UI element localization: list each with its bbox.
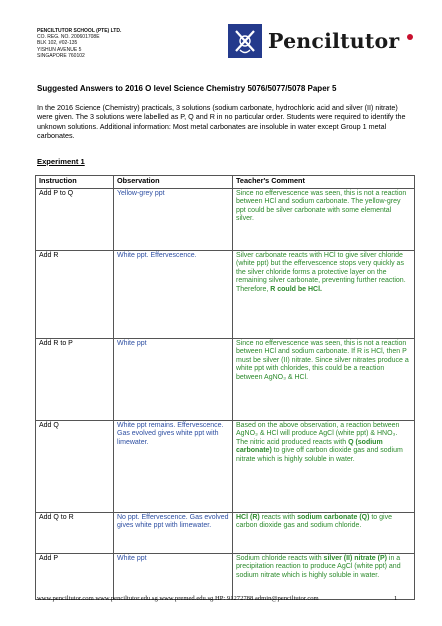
comment-text: Sodium chloride reacts with xyxy=(236,554,324,562)
table-row xyxy=(36,512,415,553)
observation-cell: Yellow-grey ppt xyxy=(114,188,233,250)
comment-text: reacts with xyxy=(259,513,298,521)
comment-cell xyxy=(233,553,415,599)
table-row xyxy=(36,420,415,512)
intro-paragraph: In the 2016 Science (Chemistry) practicals, 3 solutions (sodium carbonate, hydrochloric acid and silver (II) nitrate) were given. The 3 solutions were labelled as P, Q and R in no particular order. Students were required to identify the unknown solutions. Additional information: Most metal carbonates are insoluble in water except Group 1 metal carbonates. xyxy=(37,103,406,141)
comment-cell xyxy=(233,250,415,338)
experiment-heading: Experiment 1 xyxy=(37,157,85,166)
comment-cell xyxy=(233,512,415,553)
comment-text: to give off carbon dioxide gas and sodium nitrate which is highly soluble in water. xyxy=(236,447,403,463)
comment-emphasis: silver (II) nitrate (P) xyxy=(323,554,387,562)
table-row xyxy=(36,188,415,250)
logo-emblem-icon xyxy=(228,24,262,58)
address-line-2: YISHUN AVENUE 5 xyxy=(37,46,82,53)
comment-emphasis: sodium carbonate (Q) xyxy=(297,513,370,521)
comment-text: Silver carbonate reacts with HCl to give silver chloride (white ppt) but the effervescence stops very quickly as the silver chloride forms a protective layer on the remaining silver carbonate, preventing further reaction. Therefore, xyxy=(236,251,406,293)
comment-text: Based on the above observation, a reaction between AgNO₃ & HCl will produce AgCl (white ppt) & HNO₃. The nitric acid produced reacts with xyxy=(236,421,400,446)
comment-text: in a precipitation reaction to produce AgCl (white ppt) and sodium nitrate which is highly soluble in water. xyxy=(236,554,401,579)
observation-cell: White ppt xyxy=(114,338,233,420)
observation-cell: No ppt. Effervescence. Gas evolved gives white ppt with limewater. xyxy=(114,512,233,553)
table-row xyxy=(36,250,415,338)
instruction-cell: Add R xyxy=(36,250,114,338)
instruction-cell: Add P xyxy=(36,553,114,599)
footer-contacts: www.penciltutor.com www.penciltutor.edu.sg www.premed.edu.sg HP: 91272788 admin@penciltutor.com xyxy=(37,595,319,602)
page-number: 1 xyxy=(394,595,398,602)
table-row xyxy=(36,553,415,599)
column-header-instruction: Instruction xyxy=(36,176,114,189)
document-title: Suggested Answers to 2016 O level Science Chemistry 5076/5077/5078 Paper 5 xyxy=(37,84,337,93)
comment-cell xyxy=(233,188,415,250)
table-header-row xyxy=(36,176,415,189)
school-name: PENCILTUTOR SCHOOL (PTE) LTD. xyxy=(37,28,122,34)
table-row xyxy=(36,338,415,420)
company-reg-no: CO. REG. NO. 200601708E xyxy=(37,34,100,41)
instruction-cell: Add R to P xyxy=(36,338,114,420)
comment-text: to give carbon dioxide gas and sodium chloride. xyxy=(236,513,392,529)
page-footer xyxy=(37,595,398,602)
registered-mark-icon xyxy=(407,34,413,40)
penciltutor-logo xyxy=(228,24,416,64)
observation-cell: White ppt. Effervescence. xyxy=(114,250,233,338)
comment-text: Since no effervescence was seen, this is not a reaction between HCl and sodium carbonate. If R is HCl, then P must be silver (II) nitrate. Since silver nitrates produce a white ppt with chlorides, this could be a reaction between AgNO₃ & HCl. xyxy=(236,339,409,381)
instruction-cell: Add P to Q xyxy=(36,188,114,250)
comment-emphasis: HCl (R) xyxy=(236,513,260,521)
address-line-1: BLK 102, #02-135 xyxy=(37,40,78,47)
comment-cell xyxy=(233,338,415,420)
school-address xyxy=(37,28,121,59)
logo-wordmark: Penciltutor xyxy=(268,29,400,53)
table-body xyxy=(36,188,415,599)
column-header-observation: Observation xyxy=(114,176,233,189)
column-header-comment: Teacher's Comment xyxy=(233,176,415,189)
comment-emphasis: Q (sodium carbonate) xyxy=(236,438,383,454)
results-table xyxy=(35,175,415,600)
instruction-cell: Add Q to R xyxy=(36,512,114,553)
comment-emphasis: R could be HCl. xyxy=(270,285,322,293)
observation-cell: White ppt remains. Effervescence. Gas evolved gives white ppt with limewater. xyxy=(114,420,233,512)
comment-cell xyxy=(233,420,415,512)
address-line-3: SINGAPORE 760102 xyxy=(37,52,85,59)
instruction-cell: Add Q xyxy=(36,420,114,512)
observation-cell: White ppt xyxy=(114,553,233,599)
comment-text: Since no effervescence was seen, this is not a reaction between HCl and sodium carbonate. The yellow-grey ppt could be silver carbonate with some elemental silver. xyxy=(236,189,407,222)
